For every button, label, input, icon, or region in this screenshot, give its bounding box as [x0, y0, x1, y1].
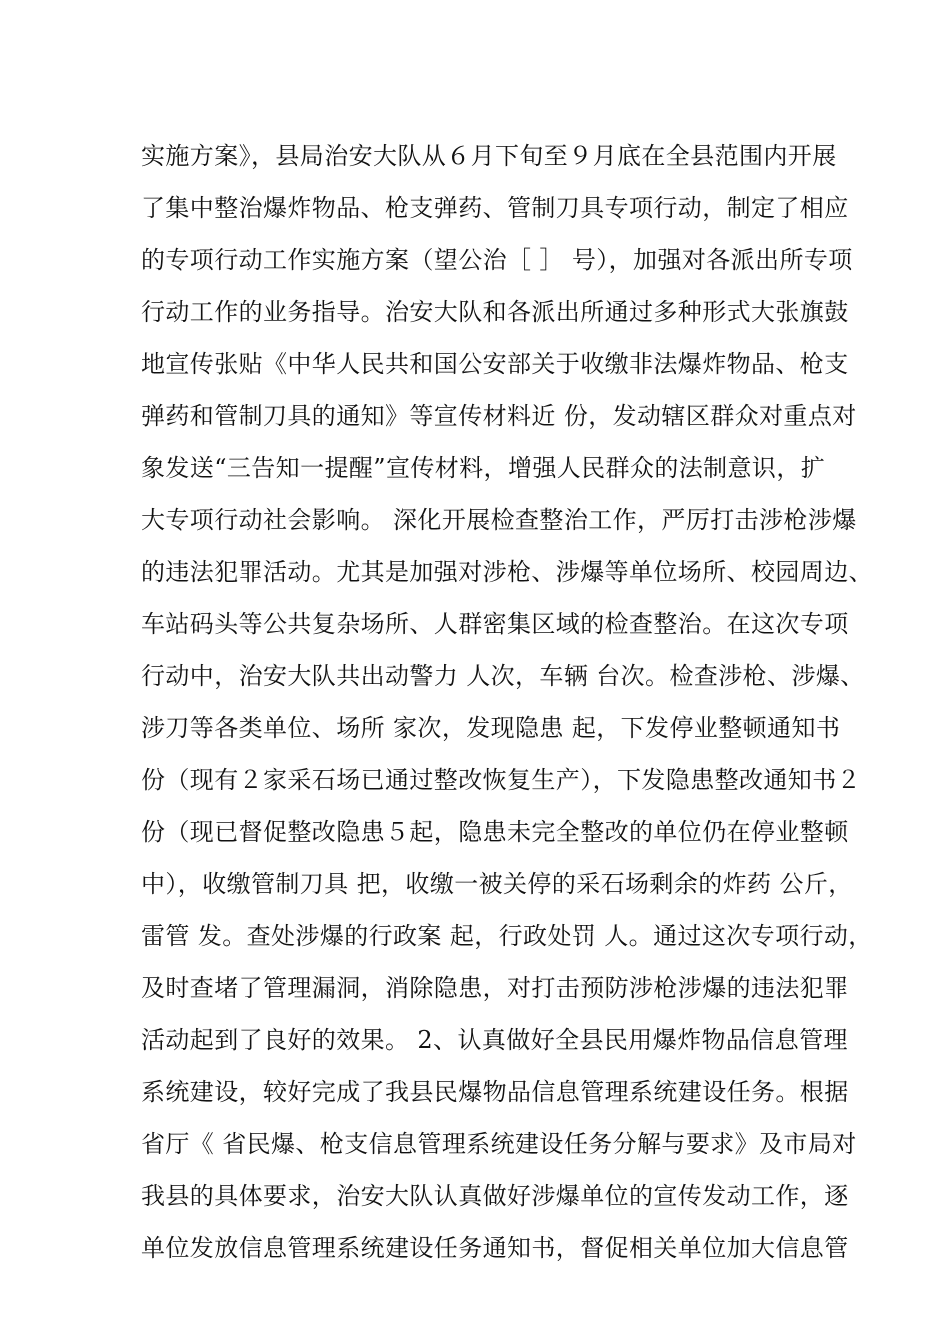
- text-line: 单位发放信息管理系统建设任务通知书，督促相关单位加大信息管: [141, 1234, 849, 1262]
- text-line: 的专项行动工作实施方案（望公治［ ］ 号），加强对各派出所专项: [141, 246, 853, 274]
- text-line: 地宣传张贴《中华人民共和国公安部关于收缴非法爆炸物品、枪支: [141, 350, 849, 378]
- text-line: 我县的具体要求，治安大队认真做好涉爆单位的宣传发动工作，逐: [141, 1182, 849, 1210]
- text-line: 系统建设，较好完成了我县民爆物品信息管理系统建设任务。根据: [141, 1078, 849, 1106]
- text-line: 雷管 发。查处涉爆的行政案 起，行政处罚 人。通过这次专项行动，: [141, 922, 873, 950]
- text-line: 弹药和管制刀具的通知》等宣传材料近 份，发动辖区群众对重点对: [141, 402, 857, 430]
- text-line: 份（现已督促整改隐患５起，隐患未完全整改的单位仍在停业整顿: [141, 818, 849, 846]
- text-line: 大专项行动社会影响。 深化开展检查整治工作，严厉打击涉枪涉爆: [141, 506, 857, 534]
- text-line: 的违法犯罪活动。尤其是加强对涉枪、涉爆等单位场所、校园周边、: [141, 558, 873, 586]
- text-line: 象发送“三告知一提醒”宣传材料，增强人民群众的法制意识，扩: [141, 454, 826, 482]
- text-line: 中），收缴管制刀具 把，收缴一被关停的采石场剩余的炸药 公斤，: [141, 870, 853, 898]
- document-body: [141, 130, 873, 1274]
- text-line: 行动中，治安大队共出动警力 人次，车辆 台次。检查涉枪、涉爆、: [141, 662, 865, 690]
- text-line: 及时查堵了管理漏洞，消除隐患，对打击预防涉枪涉爆的违法犯罪: [141, 974, 849, 1002]
- text-line: 行动工作的业务指导。治安大队和各派出所通过多种形式大张旗鼓: [141, 298, 849, 326]
- text-line: 活动起到了良好的效果。 2、认真做好全县民用爆炸物品信息管理: [141, 1026, 848, 1054]
- text-line: 省厅《 省民爆、枪支信息管理系统建设任务分解与要求》及市局对: [141, 1130, 857, 1158]
- text-line: 了集中整治爆炸物品、枪支弹药、管制刀具专项行动，制定了相应: [141, 194, 849, 222]
- text-line: 实施方案》，县局治安大队从６月下旬至９月底在全县范围内开展: [141, 142, 837, 170]
- text-line: 涉刀等各类单位、场所 家次，发现隐患 起，下发停业整顿通知书: [141, 714, 841, 742]
- text-line: 车站码头等公共复杂场所、人群密集区域的检查整治。在这次专项: [141, 610, 849, 638]
- text-line: 份（现有２家采石场已通过整改恢复生产），下发隐患整改通知书２: [141, 766, 861, 794]
